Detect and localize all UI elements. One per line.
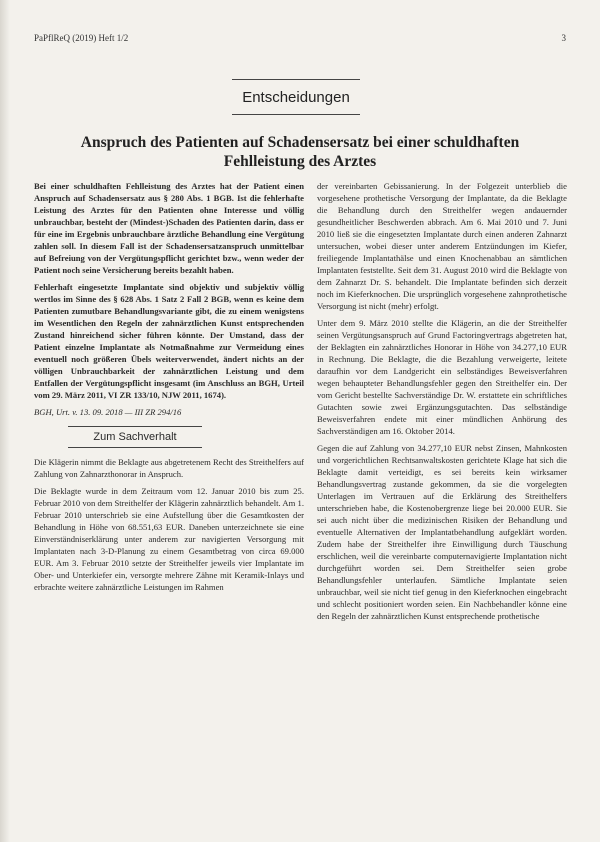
- journal-reference: PaPflReQ (2019) Heft 1/2: [34, 33, 129, 43]
- section-heading-box: [232, 79, 360, 115]
- facts-paragraph-5: Gegen die auf Zahlung von 34.277,10 EUR nebst Zinsen, Mahnkosten und vorgerichtlichen Rechtsanwaltskosten gerichtete Klage hat sich die Beklagte damit verteidigt, es sei bereits kein wirksamer Behandlungsvertrag zustande gekommen, da sie die vorgelegten Unterlagen im Vertrauen auf die Erklärung des Streithelfers unterschrieben habe, die Kostenobergrenze liege bei 20.000 EUR. Sie sei auch nicht über die medizinischen Risiken der Behandlung und eventuelle Alternativen der Implantatbehandlung aufgeklärt worden. Zudem habe der Streithelfer ihre Einwilligung durch Täuschung erschlichen, weil die vereinbarte computernavigierte Implantation nicht durchgeführt worden sei. Dem Streithelfer seien grobe Behandlungsfehler unterlaufen. Sämtliche Implantate seien unbrauchbar, weil sie nicht tief genug in den Kieferknochen eingebracht und schlecht positioniert worden seien. Ein Nachbehandler könne eine den Regeln der zahnärztlichen Kunst entsprechende prothetische: [317, 443, 567, 621]
- facts-paragraph-1: Die Klägerin nimmt die Beklagte aus abgetretenem Recht des Streithelfers auf Zahlung von Zahnarzthonorar in Anspruch.: [34, 457, 304, 479]
- article-headline: Anspruch des Patienten auf Schadensersatz bei einer schuldhaften Fehlleistung des Arztes: [80, 134, 520, 170]
- facts-paragraph-4: Unter dem 9. März 2010 stellte die Klägerin, an die der Streithelfer seinen Vergütungsanspruch auf Grund Factoringvertrags abgetreten hat, der Beklagten ein zahnärztliches Honorar in Höhe von 34.277,10 EUR in Rechnung. Die Beklagte, die die Bezahlung verweigerte, leitete daraufhin vor dem Landgericht ein selbständiges Beweisverfahren wegen behaupteter Behandlungsfehler gegen den Streithelfer ein. Der vom Gericht bestellte Sachverständige Dr. W. erstattete ein schriftliches Gutachten sowie zwei Ergänzungsgutachten. Das selbständige Beweisverfahren endete mit einer mündlichen Anhörung des Sachverständigen am 16. Oktober 2014.: [317, 318, 567, 436]
- left-column: [34, 180, 304, 598]
- page-edge-shadow: [0, 0, 10, 842]
- running-head: [34, 33, 566, 43]
- subsection-heading-box: [68, 426, 202, 448]
- section-title: Entscheidungen: [242, 89, 350, 106]
- court-citation: BGH, Urt. v. 13. 09. 2018 — III ZR 294/16: [34, 407, 182, 417]
- facts-paragraph-2: Die Beklagte wurde in dem Zeitraum vom 12. Januar 2010 bis zum 25. Februar 2010 von dem Streithelfer der Klägerin zahnärztlich behandelt. Am 1. Februar 2010 unterschrieb sie eine Aufstellung über die Gesamtkosten der Behandlung in Höhe von 68.551,63 EUR. Daneben unterzeichnete sie eine Einverständniserklärung unter anderem zur navigierten Versorgung mit Implantaten nach 3-D-Planung zu einem Gesamtbetrag von circa 69.000 EUR. Am 3. Februar 2010 setzte der Streithelfer jeweils vier Implantate im Ober- und Unterkiefer ein, versorgte mehrere Zähne mit Keramik-Inlays und erbrachte weitere zahnärztliche Leistungen im Rahmen: [34, 486, 304, 592]
- facts-paragraph-3: der vereinbarten Gebissanierung. In der Folgezeit unterblieb die vorgesehene prothetische Versorgung der Implantate, da die Beklagte die Behandlung durch den Streithelfer wegen andauernder gesundheitlicher Beschwerden abbrach. Am 6. Mai 2010 und 7. Juni 2010 ließ sie die eingesetzten Implantate durch einen anderen Zahnarzt untersuchen, wobei dieser unter anderem Entzündungen im Kiefer, freiliegende Implantathälse und einen Knochenabbau an sämtlichen Implantaten feststellte. Seit dem 31. August 2010 wird die Beklagte von dem Zahnarzt Dr. S. behandelt. Die Implantate befinden sich derzeit noch im Kieferknochen. Die ursprünglich vorgesehene zahnprothetische Versorgung ist nicht (mehr) erfolgt.: [317, 181, 567, 311]
- right-column: [317, 180, 567, 627]
- summary-paragraph-2: Fehlerhaft eingesetzte Implantate sind objektiv und subjektiv völlig wertlos im Sinne des § 628 Abs. 1 Satz 2 Fall 2 BGB, wenn es keine dem Patienten zumutbare Behandlungsvariante gibt, die zu einem wenigstens im Wesentlichen den Regeln der zahnärztlichen Kunst entsprechenden Zustand hinreichend sicher führen könnte. Der Umstand, dass der Patient einzelne Implantate als Notmaßnahme zur Vermeidung eines eventuell noch größeren Übels weiterverwendet, ändert nichts an der völligen Unbrauchbarkeit der zahnärztlichen Leistung und dem Entfallen der Vergütungspflicht insgesamt (im Anschluss an BGH, Urteil vom 29. März 2011, VI ZR 133/10, NJW 2011, 1674).: [34, 282, 304, 400]
- summary-paragraph-1: Bei einer schuldhaften Fehlleistung des Arztes hat der Patient einen Anspruch auf Schadensersatz aus § 280 Abs. 1 BGB. Ist die fehlerhafte Leistung des Arztes für den Patienten ohne Interesse und völlig unbrauchbar, besteht der (Mindest-)Schaden des Patienten darin, dass er für eine im Ergebnis unbrauchbare ärztliche Behandlung eine Vergütung zahlen soll. In diesem Fall ist der Schadensersatzanspruch unmittelbar auf Befreiung von der Vergütungspflicht gerichtet bzw., wenn weder der Patient noch seine Versicherung bereits bezahlt haben.: [34, 181, 304, 275]
- page-number: 3: [561, 33, 566, 43]
- subsection-title: Zum Sachverhalt: [93, 431, 177, 443]
